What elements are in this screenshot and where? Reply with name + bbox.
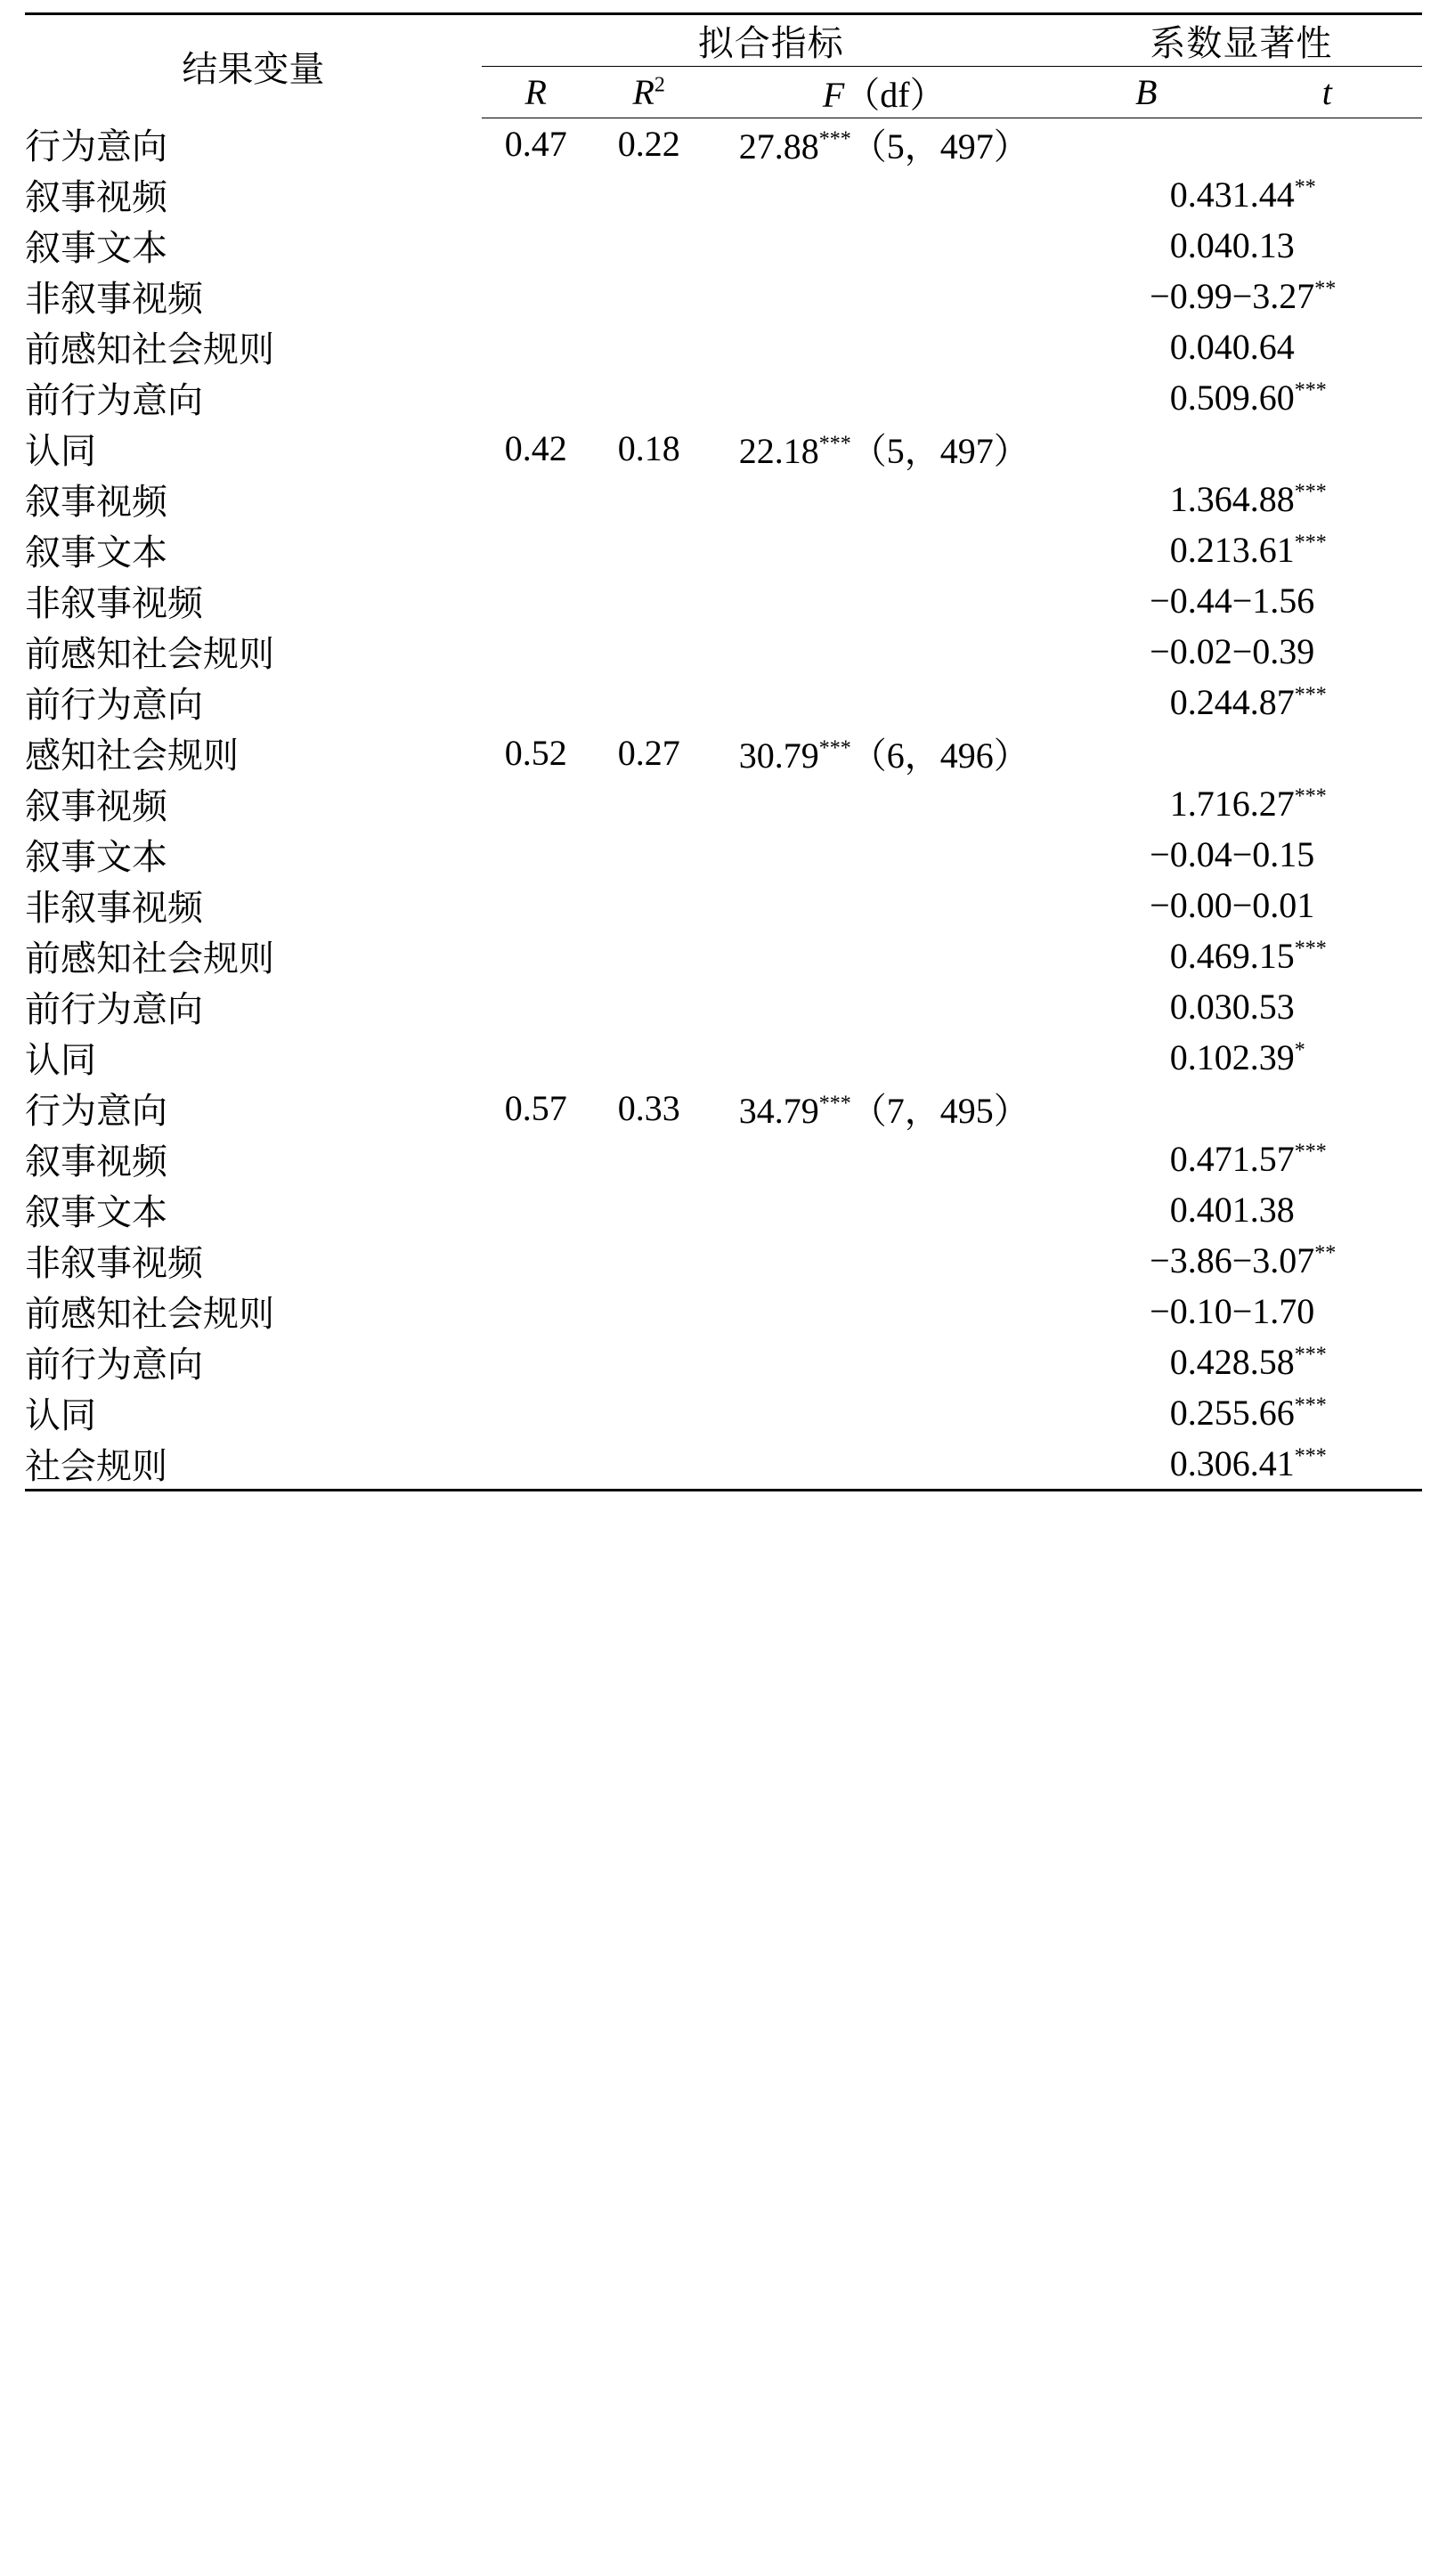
cell-b: 0.24 — [1169, 682, 1232, 722]
table-row — [25, 1337, 1422, 1387]
cell-f-df: （5，497） — [850, 126, 1029, 167]
cell-t-value: 1.44 — [1232, 175, 1295, 215]
cell-b: −0.02 — [1150, 631, 1232, 671]
cell-f — [708, 1184, 1061, 1235]
row-label-main: 行为意向 — [25, 126, 167, 167]
cell-b: −0.99 — [1150, 276, 1232, 316]
cell-t-value: −0.39 — [1232, 631, 1315, 671]
cell-t — [1232, 372, 1422, 423]
cell-f — [708, 1286, 1061, 1337]
cell-t — [1232, 1083, 1422, 1134]
cell-r2: 0.18 — [617, 428, 680, 468]
table-row — [25, 1235, 1422, 1286]
cell-r2: 0.33 — [617, 1088, 680, 1128]
cell-f — [708, 626, 1061, 677]
cell-r — [482, 829, 590, 880]
cell-b: −0.04 — [1150, 834, 1232, 874]
header-r: R — [482, 67, 590, 118]
row-label-main: 认同 — [25, 431, 96, 471]
header-b: B — [1061, 67, 1232, 118]
cell-f-value: 27.88 — [738, 126, 819, 167]
row-label-sub: 前感知社会规则 — [25, 939, 274, 979]
cell-t-significance: *** — [1294, 937, 1327, 961]
row-label-sub: 前行为意向 — [25, 989, 203, 1029]
header-significance-group: 系数显著性 — [1061, 14, 1422, 67]
cell-t-value: −1.70 — [1232, 1291, 1315, 1331]
cell-t — [1232, 169, 1422, 220]
cell-r — [482, 1286, 590, 1337]
cell-r2 — [590, 1337, 708, 1387]
cell-t — [1232, 727, 1422, 778]
cell-r — [482, 1387, 590, 1438]
header-r2: $R^2$ — [590, 67, 708, 118]
cell-f-significance: *** — [818, 1092, 851, 1116]
cell-t — [1232, 1032, 1422, 1083]
cell-f — [708, 118, 1061, 170]
cell-r: 0.47 — [504, 124, 567, 164]
cell-t — [1232, 1134, 1422, 1184]
cell-t — [1232, 626, 1422, 677]
cell-t-significance: ** — [1314, 1241, 1337, 1265]
table-row — [25, 1286, 1422, 1337]
cell-r2 — [590, 930, 708, 981]
table-row — [25, 727, 1422, 778]
cell-f — [708, 778, 1061, 829]
cell-t-value: 2.39 — [1232, 1037, 1295, 1077]
row-label-sub: 前感知社会规则 — [25, 634, 274, 674]
cell-b: 0.47 — [1169, 1139, 1232, 1179]
cell-r2 — [590, 626, 708, 677]
cell-b — [1061, 1083, 1232, 1134]
cell-t — [1232, 1286, 1422, 1337]
table-row — [25, 1387, 1422, 1438]
cell-t-value: −1.56 — [1232, 581, 1315, 621]
cell-r — [482, 575, 590, 626]
table-header — [25, 14, 1422, 118]
table-row — [25, 321, 1422, 372]
cell-t-value: −0.01 — [1232, 885, 1315, 925]
row-label-sub: 叙事文本 — [25, 228, 167, 268]
cell-r2 — [590, 524, 708, 575]
cell-b: −3.86 — [1150, 1240, 1232, 1280]
cell-r — [482, 220, 590, 271]
cell-f-significance: *** — [818, 736, 851, 760]
cell-r2 — [590, 1134, 708, 1184]
cell-f — [708, 220, 1061, 271]
cell-b: −0.00 — [1150, 885, 1232, 925]
cell-r — [482, 321, 590, 372]
cell-r: 0.42 — [504, 428, 567, 468]
row-label-sub: 叙事文本 — [25, 532, 167, 573]
cell-f — [708, 1387, 1061, 1438]
row-label-sub: 非叙事视频 — [25, 888, 203, 928]
cell-t — [1232, 220, 1422, 271]
cell-f-df: （5，497） — [850, 431, 1029, 471]
cell-t — [1232, 474, 1422, 524]
cell-r — [482, 271, 590, 321]
cell-r2 — [590, 1438, 708, 1491]
cell-t — [1232, 1184, 1422, 1235]
cell-t — [1232, 880, 1422, 930]
table-row — [25, 169, 1422, 220]
cell-r: 0.52 — [504, 733, 567, 773]
row-label-sub: 前行为意向 — [25, 1345, 203, 1385]
cell-r2 — [590, 575, 708, 626]
cell-b: −0.44 — [1150, 581, 1232, 621]
row-label-sub: 叙事视频 — [25, 177, 167, 217]
cell-t — [1232, 271, 1422, 321]
cell-t — [1232, 524, 1422, 575]
cell-f — [708, 1438, 1061, 1491]
row-label-sub: 叙事视频 — [25, 482, 167, 522]
cell-t-value: 1.57 — [1232, 1139, 1295, 1179]
table-row — [25, 677, 1422, 727]
cell-f — [708, 677, 1061, 727]
cell-r — [482, 1235, 590, 1286]
cell-r2 — [590, 372, 708, 423]
header-f-df: （df） — [844, 75, 946, 115]
cell-t-value: 6.41 — [1232, 1443, 1295, 1483]
cell-b — [1061, 118, 1232, 170]
cell-f-significance: *** — [818, 432, 851, 456]
cell-b: 0.42 — [1169, 1342, 1232, 1382]
cell-r2: 0.27 — [617, 733, 680, 773]
cell-b: 0.03 — [1169, 987, 1232, 1027]
cell-t-significance: *** — [1294, 784, 1327, 809]
cell-r — [482, 1337, 590, 1387]
cell-b — [1061, 423, 1232, 474]
cell-t — [1232, 575, 1422, 626]
table-row — [25, 829, 1422, 880]
row-label-sub: 前感知社会规则 — [25, 329, 274, 370]
cell-r — [482, 880, 590, 930]
table-row — [25, 423, 1422, 474]
cell-f — [708, 524, 1061, 575]
cell-t-significance: *** — [1294, 378, 1327, 402]
cell-t-value: −3.07 — [1232, 1240, 1315, 1280]
header-t: t — [1232, 67, 1422, 118]
header-f: F（df） — [708, 67, 1061, 118]
cell-f — [708, 169, 1061, 220]
cell-r2 — [590, 1032, 708, 1083]
cell-t-significance: *** — [1294, 683, 1327, 707]
cell-b: 0.04 — [1169, 327, 1232, 367]
cell-r2 — [590, 271, 708, 321]
cell-r2 — [590, 778, 708, 829]
table-row — [25, 1438, 1422, 1491]
cell-t — [1232, 677, 1422, 727]
cell-r — [482, 524, 590, 575]
row-label-sub: 叙事文本 — [25, 837, 167, 877]
cell-f — [708, 1235, 1061, 1286]
cell-b: 0.50 — [1169, 378, 1232, 418]
cell-f-df: （6，496） — [850, 735, 1029, 776]
cell-r — [482, 930, 590, 981]
row-label-sub: 非叙事视频 — [25, 279, 203, 319]
cell-t-value: 9.60 — [1232, 378, 1295, 418]
cell-t-value: 8.58 — [1232, 1342, 1295, 1382]
cell-t — [1232, 981, 1422, 1032]
cell-f-significance: *** — [818, 127, 851, 151]
cell-r — [482, 626, 590, 677]
cell-b: 0.25 — [1169, 1393, 1232, 1433]
cell-f — [708, 1134, 1061, 1184]
cell-r2 — [590, 321, 708, 372]
cell-b: 0.43 — [1169, 175, 1232, 215]
cell-t — [1232, 1337, 1422, 1387]
cell-f — [708, 981, 1061, 1032]
table-row — [25, 1134, 1422, 1184]
cell-t — [1232, 1438, 1422, 1491]
cell-t — [1232, 829, 1422, 880]
cell-r — [482, 1184, 590, 1235]
cell-r — [482, 677, 590, 727]
cell-t-significance: ** — [1314, 277, 1337, 301]
cell-b: 0.40 — [1169, 1190, 1232, 1230]
cell-t-significance: ** — [1294, 175, 1316, 199]
cell-t-value: 3.61 — [1232, 530, 1295, 570]
cell-f — [708, 1083, 1061, 1134]
cell-f — [708, 321, 1061, 372]
cell-t-significance: *** — [1294, 1444, 1327, 1468]
cell-b: 0.10 — [1169, 1037, 1232, 1077]
cell-r — [482, 169, 590, 220]
cell-r2 — [590, 1286, 708, 1337]
cell-r2: 0.22 — [617, 124, 680, 164]
table-row — [25, 880, 1422, 930]
cell-t-significance: * — [1294, 1038, 1305, 1062]
cell-r2 — [590, 829, 708, 880]
cell-r2 — [590, 169, 708, 220]
cell-t — [1232, 930, 1422, 981]
cell-f — [708, 271, 1061, 321]
cell-f-value: 30.79 — [738, 735, 819, 776]
cell-r — [482, 1032, 590, 1083]
header-fit-group: 拟合指标 — [482, 14, 1061, 67]
cell-t-value: −3.27 — [1232, 276, 1315, 316]
cell-f — [708, 1337, 1061, 1387]
table-row — [25, 372, 1422, 423]
table-row — [25, 981, 1422, 1032]
table-row — [25, 930, 1422, 981]
row-label-sub: 叙事视频 — [25, 786, 167, 826]
table-row — [25, 524, 1422, 575]
row-label-sub: 非叙事视频 — [25, 583, 203, 623]
table-body — [25, 118, 1422, 1491]
row-label-sub: 非叙事视频 — [25, 1243, 203, 1283]
row-label-sub: 认同 — [25, 1040, 96, 1080]
cell-t-value: 5.66 — [1232, 1393, 1295, 1433]
cell-t — [1232, 778, 1422, 829]
table-row — [25, 118, 1422, 170]
cell-t-significance: *** — [1294, 1343, 1327, 1367]
row-label-sub: 前行为意向 — [25, 685, 203, 725]
table-row — [25, 626, 1422, 677]
cell-r — [482, 778, 590, 829]
header-variable: 结果变量 — [25, 14, 482, 118]
cell-b: 0.46 — [1169, 936, 1232, 976]
table-row — [25, 1184, 1422, 1235]
cell-f — [708, 880, 1061, 930]
cell-f-value: 34.79 — [738, 1091, 819, 1131]
cell-r: 0.57 — [504, 1088, 567, 1128]
row-label-sub: 前行为意向 — [25, 380, 203, 420]
cell-r — [482, 474, 590, 524]
cell-t-value: −0.15 — [1232, 834, 1315, 874]
regression-results-table — [25, 12, 1422, 1491]
cell-r2 — [590, 677, 708, 727]
table-row — [25, 271, 1422, 321]
cell-t-significance: *** — [1294, 1394, 1327, 1418]
cell-t-significance: *** — [1294, 1140, 1327, 1164]
cell-f — [708, 1032, 1061, 1083]
header-r2-exponent: 2 — [654, 73, 665, 97]
cell-f — [708, 727, 1061, 778]
header-group-row — [25, 14, 1422, 67]
row-label-main: 行为意向 — [25, 1091, 167, 1131]
cell-b: 0.30 — [1061, 1438, 1232, 1491]
cell-b: 1.36 — [1169, 479, 1232, 519]
cell-r2 — [590, 474, 708, 524]
cell-t — [1232, 118, 1422, 170]
cell-r2 — [590, 1184, 708, 1235]
cell-f — [708, 829, 1061, 880]
row-label-main: 感知社会规则 — [25, 735, 239, 776]
cell-t — [1232, 321, 1422, 372]
cell-f-value: 22.18 — [738, 431, 819, 471]
cell-t-value: 9.15 — [1232, 936, 1295, 976]
cell-t-significance: *** — [1294, 480, 1327, 504]
cell-t-value: 0.64 — [1232, 327, 1295, 367]
row-label-sub: 叙事视频 — [25, 1142, 167, 1182]
table-row — [25, 220, 1422, 271]
cell-r — [482, 372, 590, 423]
table-row — [25, 778, 1422, 829]
cell-r2 — [590, 220, 708, 271]
cell-f — [708, 423, 1061, 474]
cell-t-value: 6.27 — [1232, 784, 1295, 824]
cell-t — [1232, 1387, 1422, 1438]
cell-b: 0.04 — [1169, 225, 1232, 265]
cell-f-df: （7，495） — [850, 1091, 1029, 1131]
cell-t-value: 1.38 — [1232, 1190, 1295, 1230]
table-row — [25, 575, 1422, 626]
cell-b: 0.21 — [1169, 530, 1232, 570]
table-row — [25, 1032, 1422, 1083]
table-row — [25, 474, 1422, 524]
row-label-sub: 认同 — [25, 1395, 96, 1435]
cell-b: −0.10 — [1150, 1291, 1232, 1331]
cell-r — [482, 1438, 590, 1491]
cell-t — [1232, 1235, 1422, 1286]
cell-t-significance: *** — [1294, 531, 1327, 555]
cell-f — [708, 930, 1061, 981]
table-row — [25, 1083, 1422, 1134]
cell-f — [708, 474, 1061, 524]
cell-r2 — [590, 981, 708, 1032]
cell-r2 — [590, 1235, 708, 1286]
cell-t-value: 0.13 — [1232, 225, 1295, 265]
cell-r — [482, 1134, 590, 1184]
cell-f — [708, 575, 1061, 626]
cell-b — [1061, 727, 1232, 778]
cell-t — [1232, 423, 1422, 474]
cell-t-value: 0.53 — [1232, 987, 1295, 1027]
cell-f — [708, 372, 1061, 423]
row-label-sub: 社会规则 — [25, 1438, 482, 1491]
row-label-sub: 前感知社会规则 — [25, 1294, 274, 1334]
cell-b: 1.71 — [1169, 784, 1232, 824]
cell-r — [482, 981, 590, 1032]
cell-r2 — [590, 880, 708, 930]
row-label-sub: 叙事文本 — [25, 1192, 167, 1232]
cell-t-value: 4.88 — [1232, 479, 1295, 519]
cell-r2 — [590, 1387, 708, 1438]
cell-t-value: 4.87 — [1232, 682, 1295, 722]
